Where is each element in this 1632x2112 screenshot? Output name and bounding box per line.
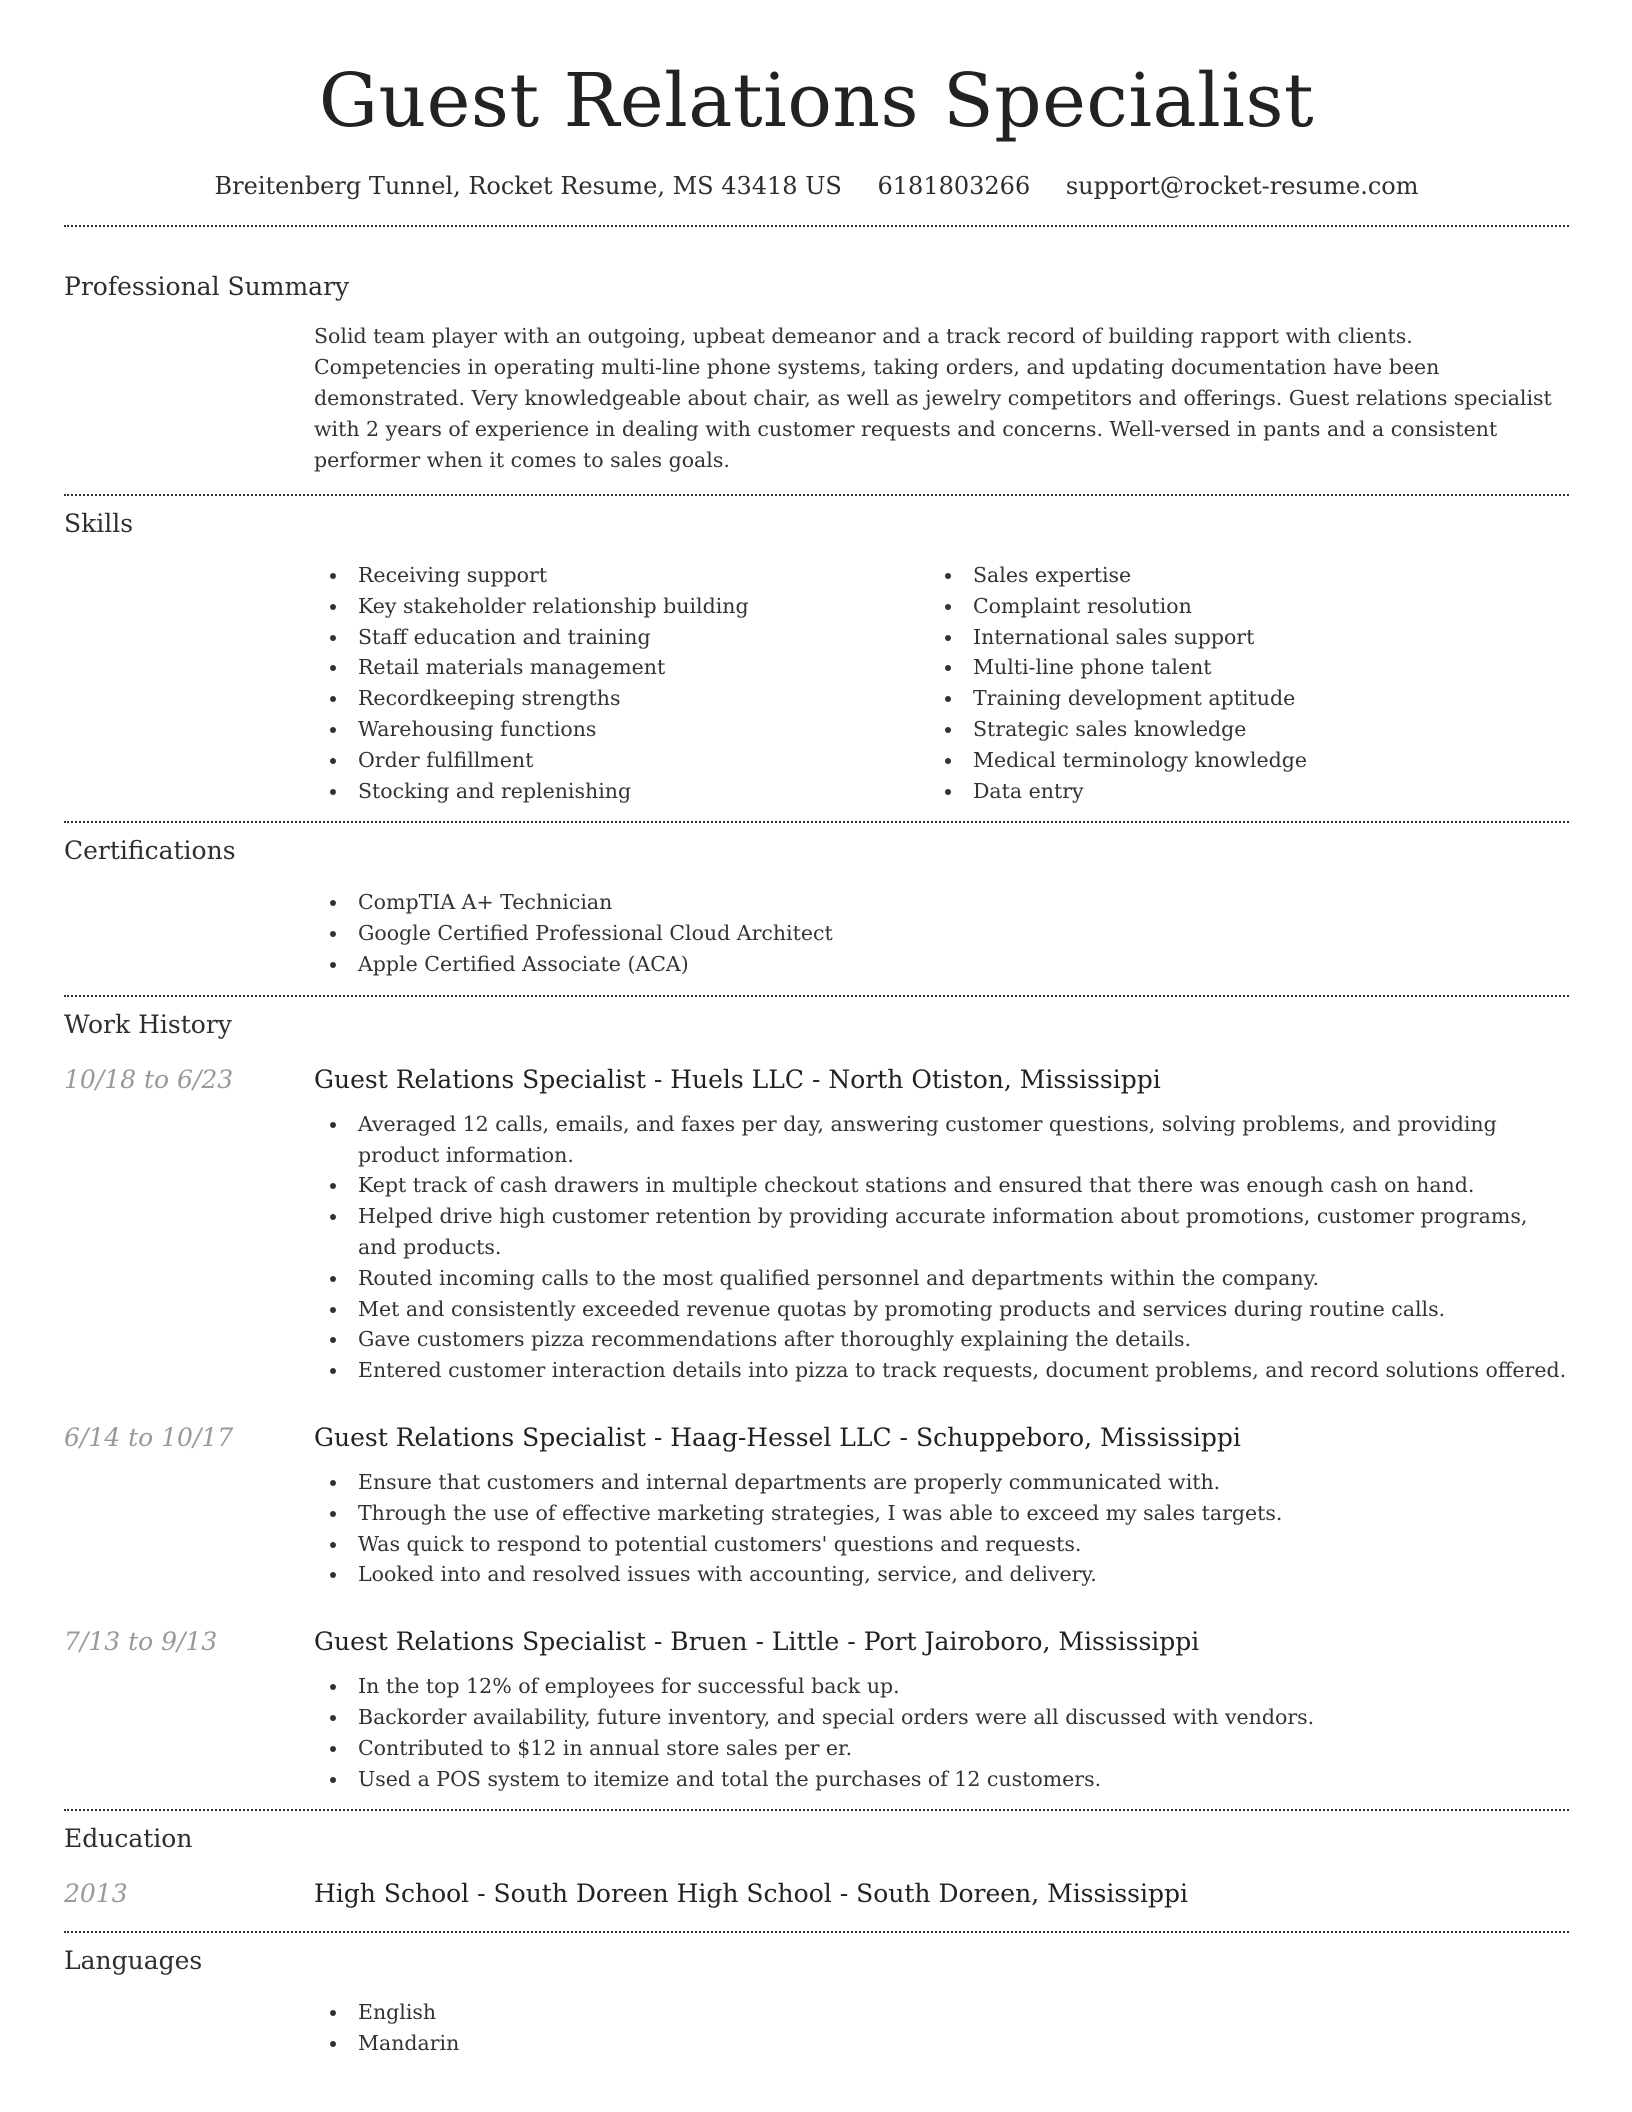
list-item: Routed incoming calls to the most qualified personnel and departments within the company.: [314, 1263, 1569, 1294]
summary-text: Solid team player with an outgoing, upbeat demeanor and a track record of building rapport with clients. Competencies in operating multi-line phone systems, taking orders, and updating documentation have been demonstrated. Very knowledgeable about chair, as well as jewelry competitors and offerings. Guest relations specialist with 2 years of experience in dealing with customer requests and concerns. Well-versed in pants and a consistent performer when it comes to sales goals.: [314, 324, 1552, 472]
job-entry: [64, 1624, 1569, 1794]
certifications-heading: Certifications: [64, 836, 236, 866]
list-item: Was quick to respond to potential customers' questions and requests.: [314, 1529, 1569, 1560]
list-item: Recordkeeping strengths: [314, 683, 929, 714]
skills-columns: [314, 560, 1569, 806]
contact-line: [64, 166, 1569, 206]
education-heading: Education: [64, 1824, 193, 1854]
list-item: Backorder availability, future inventory, and special orders were all discussed with vendors.: [314, 1702, 1569, 1733]
list-item: Kept track of cash drawers in multiple checkout stations and ensured that there was enough cash on hand.: [314, 1170, 1569, 1201]
list-item: Apple Certified Associate (ACA): [314, 949, 1569, 980]
job-entry: [64, 1062, 1569, 1386]
job-dates: 6/14 to 10/17: [64, 1422, 234, 1452]
certifications-section: [64, 834, 1569, 979]
list-item: Strategic sales knowledge: [929, 714, 1544, 745]
job-bullets: [314, 1671, 1569, 1794]
list-item: Retail materials management: [314, 652, 929, 683]
list-item: Receiving support: [314, 560, 929, 591]
list-item: International sales support: [929, 622, 1544, 653]
phone-text: 6181803266: [877, 172, 1031, 200]
list-item: Warehousing functions: [314, 714, 929, 745]
list-item: Sales expertise: [929, 560, 1544, 591]
email-link[interactable]: support@rocket-resume.com: [1065, 172, 1419, 200]
summary-heading: Professional Summary: [64, 272, 350, 301]
list-item: In the top 12% of employees for successful back up.: [314, 1671, 1569, 1702]
education-heading-text: High School - South Doreen High School - South Doreen, Mississippi: [314, 1879, 1188, 1909]
address-text: Breitenberg Tunnel, Rocket Resume, MS 43418 US: [214, 172, 842, 200]
list-item: Ensure that customers and internal departments are properly communicated with.: [314, 1467, 1569, 1498]
summary-section: [64, 270, 1569, 476]
job-dates: 7/13 to 9/13: [64, 1627, 218, 1657]
languages-heading: Languages: [64, 1946, 203, 1976]
skills-heading: Skills: [64, 509, 134, 538]
list-item: Google Certified Professional Cloud Architect: [314, 918, 1569, 949]
list-item: Order fulfillment: [314, 745, 929, 776]
job-dates: 10/18 to 6/23: [64, 1064, 234, 1094]
list-item: Used a POS system to itemize and total the purchases of 12 customers.: [314, 1764, 1569, 1795]
list-item: Staff education and training: [314, 622, 929, 653]
list-item: Training development aptitude: [929, 683, 1544, 714]
languages-list: [314, 1997, 1569, 2059]
section-divider: [64, 1931, 1569, 1933]
resume-name: Guest Relations Specialist: [318, 58, 1315, 144]
section-divider: [64, 225, 1569, 227]
job-entry: [64, 1420, 1569, 1590]
list-item: Contributed to $12 in annual store sales per er.: [314, 1733, 1569, 1764]
list-item: English: [314, 1997, 1569, 2028]
job-bullets: [314, 1467, 1569, 1590]
education-section: [64, 1822, 1569, 1912]
job-heading: Guest Relations Specialist - Huels LLC - North Otiston, Mississippi: [314, 1064, 1161, 1094]
work-history-section: [64, 1008, 1569, 1795]
work-history-heading: Work History: [64, 1009, 232, 1039]
list-item: Mandarin: [314, 2028, 1569, 2059]
list-item: Looked into and resolved issues with accounting, service, and delivery.: [314, 1559, 1569, 1590]
list-item: Key stakeholder relationship building: [314, 591, 929, 622]
list-item: CompTIA A+ Technician: [314, 887, 1569, 918]
job-header: [64, 1624, 1569, 1660]
list-item: Complaint resolution: [929, 591, 1544, 622]
certifications-list: [314, 887, 1569, 979]
skills-list-left: [314, 560, 929, 806]
job-header: [64, 1420, 1569, 1456]
skills-section: [64, 507, 1569, 806]
list-item: Entered customer interaction details into pizza to track requests, document problems, and record solutions offered.: [314, 1355, 1569, 1386]
list-item: Met and consistently exceeded revenue quotas by promoting products and services during routine calls.: [314, 1294, 1569, 1325]
education-entry: [64, 1876, 1569, 1912]
section-divider: [64, 995, 1569, 997]
list-item: Averaged 12 calls, emails, and faxes per day, answering customer questions, solving problems, and providing product information.: [314, 1109, 1569, 1171]
list-item: Data entry: [929, 776, 1544, 807]
job-bullets: [314, 1109, 1569, 1386]
list-item: Through the use of effective marketing strategies, I was able to exceed my sales targets.: [314, 1498, 1569, 1529]
section-divider: [64, 494, 1569, 496]
list-item: Multi-line phone talent: [929, 652, 1544, 683]
list-item: Gave customers pizza recommendations after thoroughly explaining the details.: [314, 1324, 1569, 1355]
skills-list-right: [929, 560, 1544, 806]
section-divider: [64, 821, 1569, 823]
resume-page: [64, 0, 1569, 2059]
section-divider: [64, 1809, 1569, 1811]
list-item: Medical terminology knowledge: [929, 745, 1544, 776]
education-year: 2013: [64, 1879, 128, 1909]
list-item: Stocking and replenishing: [314, 776, 929, 807]
job-heading: Guest Relations Specialist - Bruen - Little - Port Jairoboro, Mississippi: [314, 1627, 1200, 1657]
languages-section: [64, 1944, 1569, 2059]
list-item: Helped drive high customer retention by providing accurate information about promotions, customer programs, and products.: [314, 1201, 1569, 1263]
job-heading: Guest Relations Specialist - Haag-Hessel LLC - Schuppeboro, Mississippi: [314, 1422, 1241, 1452]
job-header: [64, 1062, 1569, 1098]
